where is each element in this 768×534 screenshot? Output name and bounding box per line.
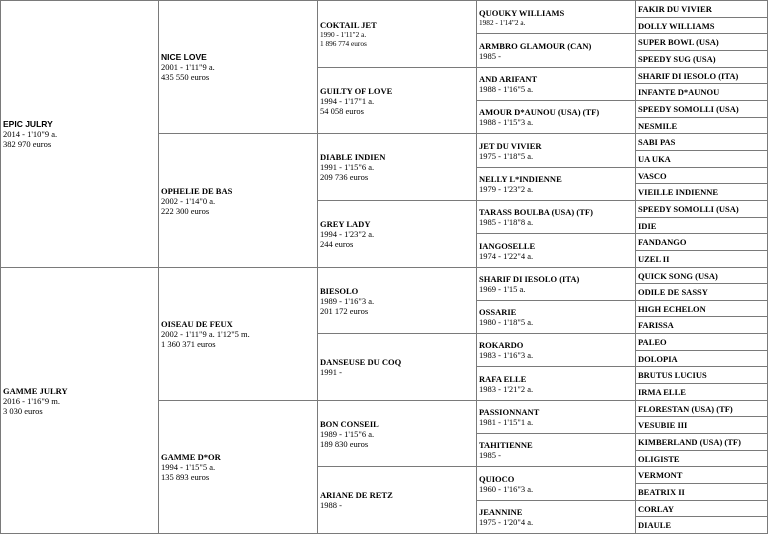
horse-record: 1988 - 1'16"5 a. xyxy=(479,84,534,94)
horse-record: 1981 - 1'15"1 a. xyxy=(479,417,534,427)
horse-name: VASCO xyxy=(638,170,667,181)
generation-5-cell xyxy=(635,283,768,301)
horse-record: 1991 - 1'15"6 a. xyxy=(320,162,375,172)
generation-4-cell xyxy=(476,0,636,34)
generation-5-cell xyxy=(635,400,768,417)
horse-name: GAMME D*OR xyxy=(161,452,221,462)
horse-name: SPEEDY SUG (USA) xyxy=(638,54,716,64)
generation-5-cell xyxy=(635,50,768,68)
horse-name: VERMONT xyxy=(638,470,683,480)
horse-record: 1994 - 1'23"2 a. xyxy=(320,229,375,239)
horse-name: SHARIF DI IESOLO (ITA) xyxy=(638,70,739,81)
generation-4-cell xyxy=(476,100,636,134)
horse-record: 1985 - xyxy=(479,450,501,460)
horse-name: OISEAU DE FEUX xyxy=(161,319,233,329)
generation-5-cell xyxy=(635,100,768,118)
horse-earnings: 135 893 euros xyxy=(161,472,210,482)
horse-name: SHARIF DI IESOLO (ITA) xyxy=(479,274,580,284)
horse-name: AND ARIFANT xyxy=(479,74,538,84)
horse-name: FANDANGO xyxy=(638,237,687,247)
generation-4-cell xyxy=(476,466,636,501)
horse-name: GREY LADY xyxy=(320,219,371,229)
horse-name: BEATRIX II xyxy=(638,487,685,497)
horse-name: TAHITIENNE xyxy=(479,440,533,450)
generation-5-cell xyxy=(635,0,768,18)
horse-name: SPEEDY SOMOLLI (USA) xyxy=(638,104,739,114)
generation-3-cell xyxy=(317,400,477,467)
generation-5-cell xyxy=(635,83,768,101)
horse-name: DIAULE xyxy=(638,520,672,530)
horse-name: BON CONSEIL xyxy=(320,418,379,429)
horse-name: DOLLY WILLIAMS xyxy=(638,20,715,31)
horse-record: 1974 - 1'22"4 a. xyxy=(479,250,534,261)
horse-earnings: 209 736 euros xyxy=(320,172,369,182)
horse-name: OLIGISTE xyxy=(638,453,680,464)
horse-record: 1960 - 1'16"3 a. xyxy=(479,483,534,494)
generation-4-cell xyxy=(476,200,636,234)
horse-name: BRUTUS LUCIUS xyxy=(638,370,707,380)
horse-record: 1989 - 1'16"3 a. xyxy=(320,295,375,306)
generation-5-cell xyxy=(635,416,768,434)
generation-4-cell xyxy=(476,500,636,534)
horse-earnings: 435 550 euros xyxy=(161,72,210,82)
generation-1-cell xyxy=(0,267,159,534)
horse-name: PASSIONNANT xyxy=(479,407,540,417)
horse-name: NELLY L*INDIENNE xyxy=(479,174,562,184)
horse-name: VESUBIE III xyxy=(638,420,688,430)
horse-name: SUPER BOWL (USA) xyxy=(638,37,719,47)
generation-4-cell xyxy=(476,433,636,467)
generation-3-cell xyxy=(317,133,477,201)
horse-record: 1988 - 1'15"3 a. xyxy=(479,117,534,127)
horse-name: ROKARDO xyxy=(479,340,524,350)
generation-5-cell xyxy=(635,267,768,284)
horse-earnings: 54 058 euros xyxy=(320,105,364,116)
horse-name: GAMME JULRY xyxy=(3,385,68,396)
horse-earnings: 244 euros xyxy=(320,239,354,249)
generation-5-cell xyxy=(635,133,768,151)
horse-name: FLORESTAN (USA) (TF) xyxy=(638,403,733,414)
generation-2-cell xyxy=(158,0,318,134)
horse-earnings: 1 896 774 euros xyxy=(320,39,367,48)
generation-5-cell xyxy=(635,250,768,268)
generation-3-cell xyxy=(317,466,477,534)
generation-5-cell xyxy=(635,33,768,51)
horse-record: 1985 - xyxy=(479,50,501,61)
generation-4-cell xyxy=(476,33,636,68)
horse-record: 1980 - 1'18"5 a. xyxy=(479,317,534,327)
generation-5-cell xyxy=(635,217,768,234)
horse-record: 1990 - 1'11"2 a. xyxy=(320,30,367,39)
horse-name: RAFA ELLE xyxy=(479,373,527,384)
horse-name: ODILE DE SASSY xyxy=(638,287,708,297)
generation-5-cell xyxy=(635,150,768,168)
horse-earnings: 201 172 euros xyxy=(320,305,369,316)
horse-name: AMOUR D*AUNOU (USA) (TF) xyxy=(479,107,600,117)
horse-earnings: 222 300 euros xyxy=(161,205,210,216)
horse-record: 1989 - 1'15"6 a. xyxy=(320,428,375,439)
generation-5-cell xyxy=(635,316,768,334)
generation-5-cell xyxy=(635,350,768,367)
horse-record: 1988 - xyxy=(320,500,342,510)
generation-4-cell xyxy=(476,133,636,168)
horse-name: CORLAY xyxy=(638,503,675,514)
generation-5-cell xyxy=(635,483,768,501)
horse-record: 2002 - 1'14"0 a. xyxy=(161,195,216,206)
horse-name: IDIE xyxy=(638,220,657,231)
horse-record: 2016 - 1'16"9 m. xyxy=(3,395,60,406)
horse-name: VIEILLE INDIENNE xyxy=(638,187,719,197)
horse-name: NICE LOVE xyxy=(161,52,207,62)
horse-record: 1982 - 1'14"2 a. xyxy=(479,17,526,27)
horse-name: ARIANE DE RETZ xyxy=(320,490,393,500)
horse-name: TARASS BOULBA (USA) (TF) xyxy=(479,207,593,217)
horse-earnings: 3 030 euros xyxy=(3,405,43,416)
generation-2-cell xyxy=(158,133,318,268)
horse-name: UA UKA xyxy=(638,154,671,164)
horse-name: UZEL II xyxy=(638,254,670,264)
generation-4-cell xyxy=(476,267,636,301)
horse-name: KIMBERLAND (USA) (TF) xyxy=(638,437,741,447)
generation-3-cell xyxy=(317,267,477,334)
generation-5-cell xyxy=(635,233,768,251)
generation-3-cell xyxy=(317,333,477,401)
generation-2-cell xyxy=(158,400,318,534)
generation-5-cell xyxy=(635,450,768,467)
horse-name: JET DU VIVIER xyxy=(479,140,542,151)
horse-name: SABI PAS xyxy=(638,137,676,147)
generation-5-cell xyxy=(635,466,768,484)
horse-name: IRMA ELLE xyxy=(638,387,686,397)
generation-5-cell xyxy=(635,167,768,184)
generation-3-cell xyxy=(317,200,477,268)
generation-2-cell xyxy=(158,267,318,401)
generation-4-cell xyxy=(476,67,636,101)
generation-3-cell xyxy=(317,0,477,68)
horse-name: BIESOLO xyxy=(320,285,359,296)
generation-5-cell xyxy=(635,117,768,134)
horse-record: 1983 - 1'16"3 a. xyxy=(479,350,534,360)
horse-record: 2014 - 1'10"9 a. xyxy=(3,129,58,139)
horse-name: GUILTY OF LOVE xyxy=(320,85,393,96)
horse-name: QUICK SONG (USA) xyxy=(638,270,718,281)
horse-name: OPHELIE DE BAS xyxy=(161,185,233,196)
generation-5-cell xyxy=(635,300,768,317)
generation-4-cell xyxy=(476,333,636,367)
horse-record: 1969 - 1'15 a. xyxy=(479,284,526,294)
horse-earnings: 189 830 euros xyxy=(320,438,369,449)
horse-record: 1994 - 1'15"5 a. xyxy=(161,462,216,472)
horse-name: NESMILE xyxy=(638,120,678,131)
horse-record: 2001 - 1'11"9 a. xyxy=(161,62,215,72)
horse-record: 1983 - 1'21"2 a. xyxy=(479,383,534,394)
horse-name: QUIOCO xyxy=(479,473,515,484)
generation-5-cell xyxy=(635,516,768,534)
horse-record: 2002 - 1'11"9 a. 1'12"5 m. xyxy=(161,329,250,339)
horse-record: 1991 - xyxy=(320,367,342,377)
horse-name: COKTAIL JET xyxy=(320,20,377,30)
generation-4-cell xyxy=(476,233,636,268)
generation-5-cell xyxy=(635,17,768,34)
generation-4-cell xyxy=(476,366,636,401)
horse-name: QUOUKY WILLIAMS xyxy=(479,7,565,18)
horse-record: 1975 - 1'18"5 a. xyxy=(479,150,534,161)
horse-name: EPIC JULRY xyxy=(3,119,53,129)
generation-5-cell xyxy=(635,333,768,351)
horse-earnings: 1 360 371 euros xyxy=(161,339,216,349)
horse-name: JEANNINE xyxy=(479,507,523,517)
generation-4-cell xyxy=(476,300,636,334)
horse-name: FAKIR DU VIVIER xyxy=(638,4,712,14)
generation-5-cell xyxy=(635,383,768,401)
generation-5-cell xyxy=(635,200,768,218)
horse-record: 1994 - 1'17"1 a. xyxy=(320,95,375,106)
horse-name: OSSARIE xyxy=(479,307,517,317)
generation-4-cell xyxy=(476,400,636,434)
horse-record: 1979 - 1'23"2 a. xyxy=(479,184,534,194)
horse-name: IANGOSELLE xyxy=(479,240,536,251)
horse-name: SPEEDY SOMOLLI (USA) xyxy=(638,204,739,214)
horse-name: FARISSA xyxy=(638,320,674,330)
generation-3-cell xyxy=(317,67,477,134)
horse-name: INFANTE D*AUNOU xyxy=(638,87,720,97)
horse-name: HIGH ECHELON xyxy=(638,303,706,314)
horse-name: DANSEUSE DU COQ xyxy=(320,357,402,367)
horse-record: 1985 - 1'18"8 a. xyxy=(479,217,534,227)
generation-5-cell xyxy=(635,183,768,201)
generation-4-cell xyxy=(476,167,636,201)
horse-record: 1975 - 1'20"4 a. xyxy=(479,517,534,527)
generation-5-cell xyxy=(635,500,768,517)
horse-name: DIABLE INDIEN xyxy=(320,152,386,162)
generation-1-cell xyxy=(0,0,159,268)
horse-name: ARMBRO GLAMOUR (CAN) xyxy=(479,40,592,51)
horse-name: PALEO xyxy=(638,337,667,347)
generation-5-cell xyxy=(635,366,768,384)
horse-name: DOLOPIA xyxy=(638,353,678,364)
horse-earnings: 382 970 euros xyxy=(3,139,52,149)
generation-5-cell xyxy=(635,67,768,84)
generation-5-cell xyxy=(635,433,768,451)
